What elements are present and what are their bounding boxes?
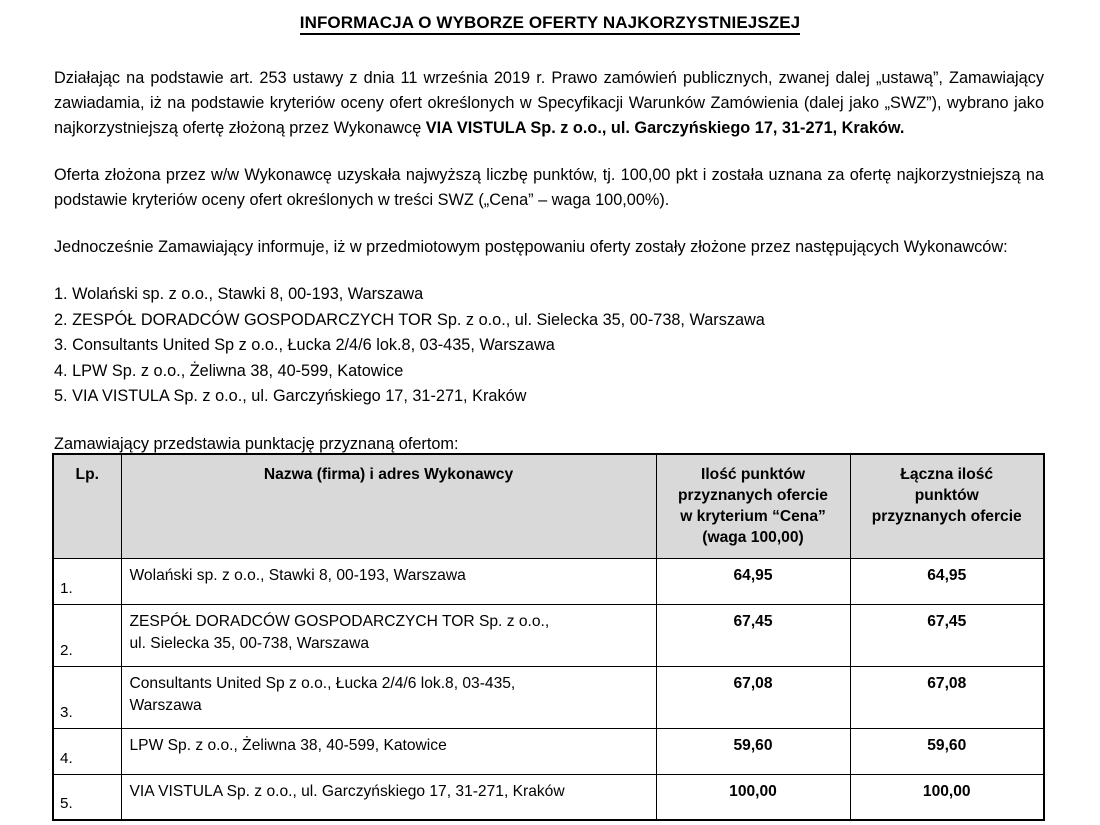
row-contractor-name-line: Consultants United Sp z o.o., Łucka 2/4/6 lok.8, 03-435, (129, 674, 516, 692)
row-contractor-name (121, 604, 656, 666)
document-body (54, 66, 1044, 457)
column-header-criterion-points (656, 454, 850, 558)
score-table-body (53, 558, 1044, 820)
column-header-total-points-line-1: Łączna ilość (900, 466, 994, 483)
row-contractor-name-line: VIA VISTULA Sp. z o.o., ul. Garczyńskiego 17, 31-271, Kraków (129, 782, 565, 800)
score-table-container (52, 453, 1043, 821)
table-header-row (53, 454, 1044, 558)
list-item: 3. Consultants United Sp z o.o., Łucka 2/4/6 lok.8, 03-435, Warszawa (54, 336, 555, 354)
paragraph-table-intro: Zamawiający przedstawia punktację przyznaną ofertom: (54, 434, 459, 453)
table-row (53, 558, 1044, 604)
table-row (53, 774, 1044, 820)
row-contractor-name-line: Wolański sp. z o.o., Stawki 8, 00-193, Warszawa (129, 566, 466, 584)
page-title-text: INFORMACJA O WYBORZE OFERTY NAJKORZYSTNIEJSZEJ (300, 13, 800, 35)
paragraph-list-intro: Jednocześnie Zamawiający informuje, iż w przedmiotowym postępowaniu oferty zostały złożone przez następujących Wykonawców: (54, 238, 1008, 256)
page-title (0, 13, 1100, 33)
bidder-list (54, 282, 1044, 410)
column-header-criterion-points-line-3: w kryterium “Cena” (680, 508, 826, 525)
row-contractor-name (121, 666, 656, 728)
column-header-total-points (850, 454, 1044, 558)
row-contractor-name (121, 558, 656, 604)
table-row (53, 604, 1044, 666)
row-total-points: 67,08 (850, 666, 1044, 728)
score-table-head (53, 454, 1044, 558)
paragraph-points-awarded: Oferta złożona przez w/w Wykonawcę uzyskała najwyższą liczbę punktów, tj. 100,00 pkt i została uznana za ofertę najkorzystniejszą na podstawie kryteriów oceny ofert określonych w treści SWZ („Cena” – waga 100,00%). (54, 166, 1044, 209)
row-total-points: 64,95 (850, 558, 1044, 604)
column-header-criterion-points-line-4: (waga 100,00) (702, 529, 804, 546)
list-item: 1. Wolański sp. z o.o., Stawki 8, 00-193, Warszawa (54, 285, 424, 303)
column-header-total-points-line-3: przyznanych ofercie (871, 508, 1022, 525)
row-criterion-points: 59,60 (656, 728, 850, 774)
row-total-points: 67,45 (850, 604, 1044, 666)
column-header-criterion-points-line-2: przyznanych ofercie (678, 487, 828, 504)
row-contractor-name (121, 774, 656, 820)
paragraph-selection-announcement (54, 66, 1044, 141)
row-index: 3. (53, 666, 121, 728)
row-index: 4. (53, 728, 121, 774)
column-header-criterion-points-line-1: Ilość punktów (701, 466, 805, 483)
row-total-points: 59,60 (850, 728, 1044, 774)
column-header-name: Nazwa (firma) i adres Wykonawcy (121, 454, 656, 558)
table-row (53, 666, 1044, 728)
row-contractor-name-line: ZESPÓŁ DORADCÓW GOSPODARCZYCH TOR Sp. z o.o., (129, 612, 550, 630)
row-index: 2. (53, 604, 121, 666)
row-contractor-name-line: ul. Sielecka 35, 00-738, Warszawa (129, 634, 370, 652)
column-header-total-points-line-2: punktów (914, 487, 979, 504)
list-item: 4. LPW Sp. z o.o., Żeliwna 38, 40-599, Katowice (54, 361, 404, 380)
row-criterion-points: 67,08 (656, 666, 850, 728)
row-index: 1. (53, 558, 121, 604)
row-contractor-name-line: Warszawa (129, 696, 202, 714)
row-criterion-points: 67,45 (656, 604, 850, 666)
row-index: 5. (53, 774, 121, 820)
table-row (53, 728, 1044, 774)
list-item: 2. ZESPÓŁ DORADCÓW GOSPODARCZYCH TOR Sp. z o.o., ul. Sielecka 35, 00-738, Warszawa (54, 310, 765, 329)
row-criterion-points: 64,95 (656, 558, 850, 604)
row-total-points: 100,00 (850, 774, 1044, 820)
column-header-lp: Lp. (53, 454, 121, 558)
score-table (52, 453, 1045, 821)
selected-contractor-name: VIA VISTULA Sp. z o.o., ul. Garczyńskiego 17, 31-271, Kraków. (425, 119, 905, 137)
list-item: 5. VIA VISTULA Sp. z o.o., ul. Garczyńskiego 17, 31-271, Kraków (54, 387, 527, 405)
row-criterion-points: 100,00 (656, 774, 850, 820)
row-contractor-name (121, 728, 656, 774)
row-contractor-name-line: LPW Sp. z o.o., Żeliwna 38, 40-599, Katowice (129, 736, 447, 754)
paragraph-1-intro: Działając na podstawie art. 253 ustawy z dnia 11 września 2019 r. Prawo zamówień publicznych, zwanej dalej „ustawą”, Zamawiający zawiadamia, iż na podstawie kryteriów oceny ofert określonych w Specyfikacji Warunków Zamówienia (dalej jako „SWZ”), wybrano jako najkorzystniejszą ofertę złożoną przez Wykonawcę (54, 69, 1044, 137)
